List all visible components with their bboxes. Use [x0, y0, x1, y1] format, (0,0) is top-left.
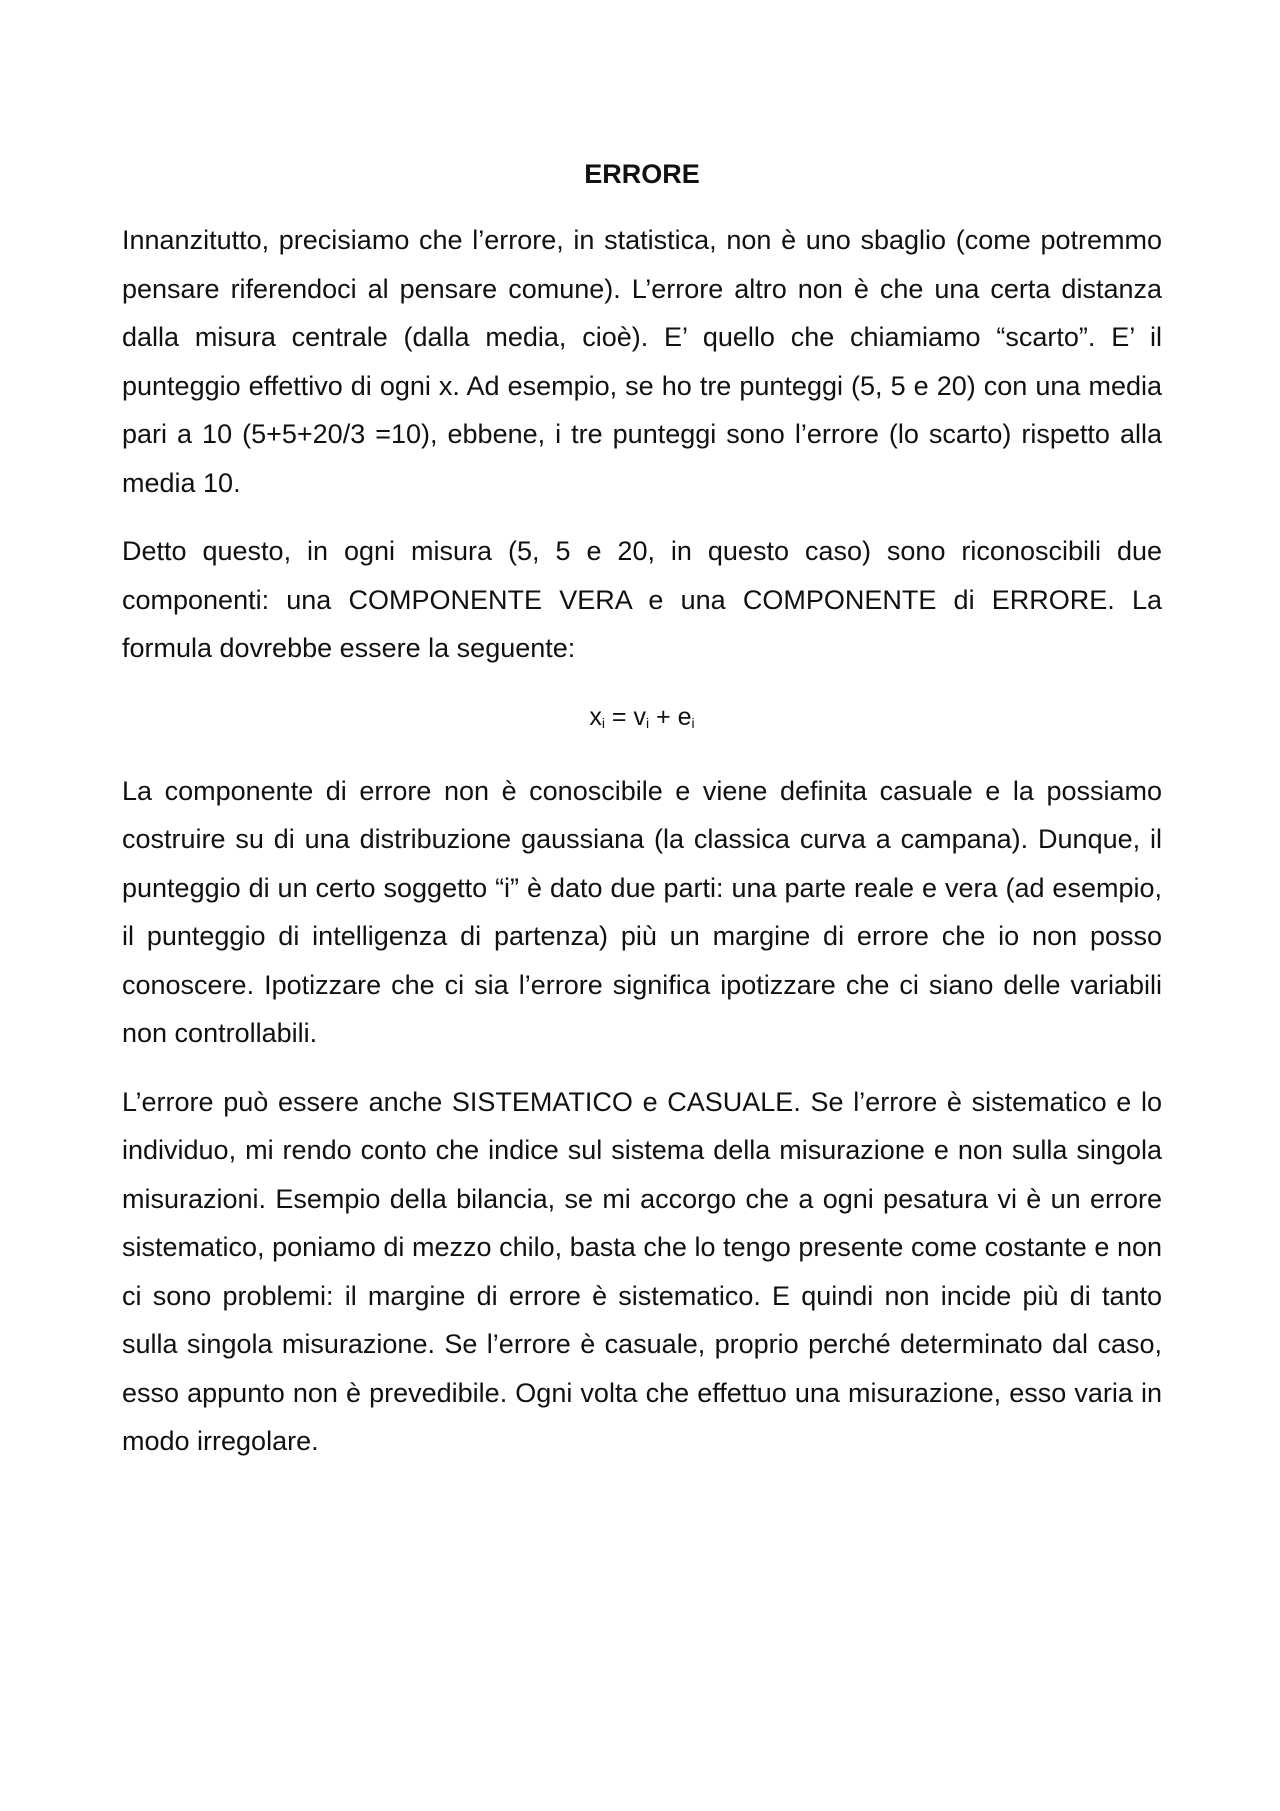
formula-v-subscript: i	[645, 714, 650, 731]
formula-v: v	[633, 702, 646, 731]
formula-equals: =	[604, 702, 634, 731]
formula	[122, 693, 1162, 747]
paragraph-random-component: La componente di errore non è conoscibile e viene definita casuale e la possiamo costruire su di una distribuzione gaussiana (la classica curva a campana). Dunque, il punteggio di un certo soggetto “i” è dato due parti: una parte reale e vera (ad esempio, il punteggio di intelligenza di partenza) più un margine di errore che io non posso conoscere. Ipotizzare che ci sia l’errore significa ipotizzare che ci siano delle variabili non controllabili.	[122, 775, 1162, 1048]
paragraph-systematic-error: L’errore può essere anche SISTEMATICO e CASUALE. Se l’errore è sistematico e lo individuo, mi rendo conto che indice sul sistema della misurazione e non sulla singola misurazioni. Esempio della bilancia, se mi accorgo che a ogni pesatura vi è un errore sistematico, poniamo di mezzo chilo, basta che lo tengo presente come costante e non ci sono problemi: il margine di errore è sistematico. E quindi non incide più di tanto sulla singola misurazione. Se l’errore è casuale, proprio perché determinato dal caso, esso appunto non è prevedibile. Ogni volta che effettuo una misurazione, esso varia in modo irregolare.	[122, 1086, 1162, 1456]
formula-x-subscript: i	[601, 714, 605, 731]
document-title: ERRORE	[584, 159, 700, 189]
document-page	[122, 150, 1162, 1486]
formula-plus: +	[649, 702, 678, 731]
paragraph-intro: Innanzitutto, precisiamo che l’errore, in statistica, non è uno sbaglio (come potremmo pensare riferendoci al pensare comune). L’errore altro non è che una certa distanza dalla misura centrale (dalla media, cioè). E’ quello che chiamiamo “scarto”. E’ il punteggio effettivo di ogni x. Ad esempio, se ho tre punteggi (5, 5 e 20) con una media pari a 10 (5+5+20/3 =10), ebbene, i tre punteggi sono l’errore (lo scarto) rispetto alla media 10.	[122, 225, 1162, 498]
paragraph-components: Detto questo, in ogni misura (5, 5 e 20, in questo caso) sono riconoscibili due componenti: una COMPONENTE VERA e una COMPONENTE di ERRORE. La formula dovrebbe essere la seguente:	[122, 536, 1162, 663]
formula-x: x	[589, 702, 602, 731]
formula-e-subscript: i	[691, 714, 695, 731]
formula-e: e	[677, 702, 692, 731]
